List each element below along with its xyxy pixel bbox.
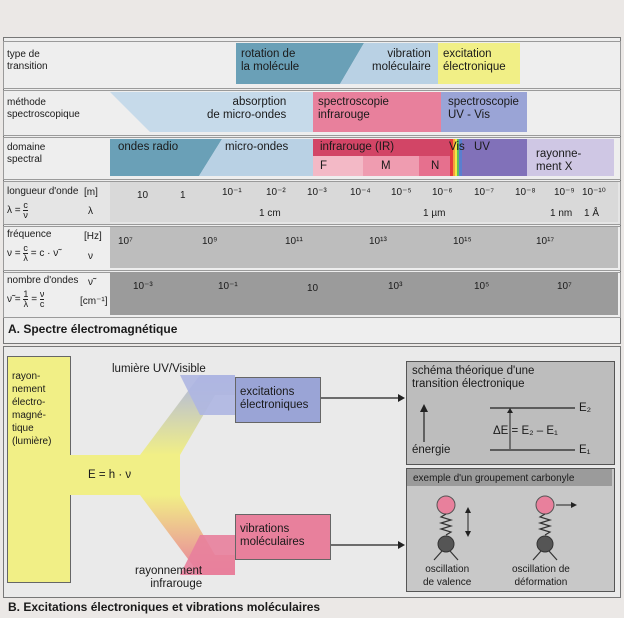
light-box-text: rayon- nement électro- magné- tique (lumière) — [12, 371, 52, 447]
micro-method-label: absorption de micro-ondes — [207, 96, 287, 121]
oxygen-atom-deform — [536, 496, 554, 514]
row-longueur-label: longueur d'onde λ = $\frac{c}{\nu}$ — [7, 186, 79, 220]
uv-method-label: spectroscopie UV - Vis — [448, 96, 519, 121]
radio-label: ondes radio — [118, 141, 179, 153]
nombre-symbol: ν̃ — [88, 277, 93, 288]
longueur-tick: 10⁻⁹ — [554, 187, 575, 198]
energie-label: énergie — [412, 444, 451, 456]
nombre-tick: 10⁻³ — [133, 281, 153, 292]
nombre-tick: 10 — [307, 283, 319, 294]
nombre-unit: [cm⁻¹] — [80, 296, 108, 307]
longueur-tick: 10⁻² — [266, 187, 286, 198]
ir-method-label: spectroscopie infrarouge — [318, 96, 389, 121]
longueur-unit: [m] — [84, 187, 98, 198]
ir-label: rayonnement infrarouge — [135, 565, 203, 590]
frequence-tick: 10⁷ — [118, 236, 133, 247]
longueur-tick: 1 — [180, 190, 186, 201]
longueur-tick: 10⁻⁷ — [474, 187, 495, 198]
bond-deform-right — [549, 551, 557, 560]
nombre-tick: 10⁻¹ — [218, 281, 238, 292]
spring-valence — [441, 514, 451, 535]
row-methode-label: méthode spectroscopique — [7, 97, 80, 120]
frequence-tick: 10¹¹ — [285, 236, 303, 247]
bond-valence-left — [434, 551, 442, 560]
frequence-tick: 10¹³ — [369, 236, 387, 247]
excitation-label: excitation électronique — [443, 48, 506, 73]
carbon-atom-valence — [438, 536, 454, 552]
row-transition-label: type de transition — [7, 49, 48, 72]
valence-label: oscillation de valence — [423, 564, 472, 588]
frequence-tick: 10¹⁵ — [453, 236, 472, 247]
valence-arrow-down — [465, 531, 471, 537]
schema-title: schéma théorique d'une transition électronique — [412, 365, 535, 390]
longueur-tick: 10 — [137, 190, 149, 201]
nm-label: 1 nm — [550, 208, 573, 219]
carbon-atom-deform — [537, 536, 553, 552]
frequence-tick: 10¹⁷ — [536, 236, 555, 247]
oxygen-atom-valence — [437, 496, 455, 514]
f-label: F — [320, 160, 328, 172]
spring-deform — [540, 514, 550, 535]
uv-domain-label: UV — [474, 141, 490, 153]
bond-deform-left — [533, 551, 541, 560]
nombre-tick: 10⁵ — [474, 281, 490, 292]
longueur-tick: 10⁻⁸ — [515, 187, 536, 198]
deformation-molecule — [533, 496, 577, 560]
um-label: 1 µm — [423, 208, 446, 219]
valence-molecule — [434, 496, 471, 560]
section-a-caption: A. Spectre électromagnétique — [8, 322, 178, 336]
frequence-unit: [Hz] — [84, 231, 102, 242]
frequence-symbol: ν — [88, 251, 93, 262]
excitations-label: excitations électroniques — [240, 386, 309, 411]
delta-e-label: ΔE = E₂ – E₁ — [493, 425, 558, 437]
m-label: M — [381, 160, 391, 172]
longueur-tick: 10⁻³ — [307, 187, 327, 198]
e2-label: E₂ — [579, 402, 592, 414]
rotation-label: rotation de la molécule — [241, 48, 300, 73]
vibration-label: vibration moléculaire — [372, 48, 431, 73]
longueur-tick: 10⁻⁵ — [391, 187, 412, 198]
energy-formula: E = h · ν — [88, 469, 132, 481]
micro-domain-label: micro-ondes — [225, 141, 289, 153]
frequence-tick: 10⁹ — [202, 236, 218, 247]
vibrations-label: vibrations moléculaires — [240, 523, 305, 548]
carbonyl-title: exemple d'un groupement carbonyle — [413, 473, 575, 484]
cm-label: 1 cm — [259, 208, 281, 219]
nombre-tick: 10⁷ — [557, 281, 572, 292]
bond-valence-right — [450, 551, 458, 560]
uvvis-label: lumière UV/Visible — [112, 363, 206, 375]
longueur-tick: 10⁻¹⁰ — [582, 187, 606, 198]
longueur-tick: 10⁻⁴ — [350, 187, 371, 198]
vis-label: Vis — [449, 141, 465, 153]
nombre-tick: 10³ — [388, 281, 403, 292]
section-b-caption: B. Excitations électroniques et vibrations moléculaires — [8, 600, 321, 614]
deform-arrow-head — [571, 502, 577, 508]
n-label: N — [431, 160, 440, 172]
row-nombre-label: nombre d'ondes ν̃ = $\frac{1}{\lambda}$ = $\frac{\nu}{c}$ — [7, 275, 79, 309]
longueur-tick: 10⁻¹ — [222, 187, 242, 198]
longueur-symbol: λ — [88, 206, 93, 217]
angstrom-label: 1 Å — [584, 208, 600, 219]
longueur-tick: 10⁻⁶ — [432, 187, 453, 198]
valence-arrow-up — [465, 507, 471, 513]
ir-domain-label: infrarouge (IR) — [320, 141, 395, 153]
deformation-label: oscillation de déformation — [512, 564, 570, 588]
row-frequence-label: fréquence ν = $\frac{c}{\lambda}$ = c · ν̃ — [7, 229, 59, 263]
row-domaine-label: domaine spectral — [7, 142, 46, 165]
e1-label: E₁ — [579, 444, 591, 456]
x-label: rayonne- ment X — [536, 148, 582, 173]
